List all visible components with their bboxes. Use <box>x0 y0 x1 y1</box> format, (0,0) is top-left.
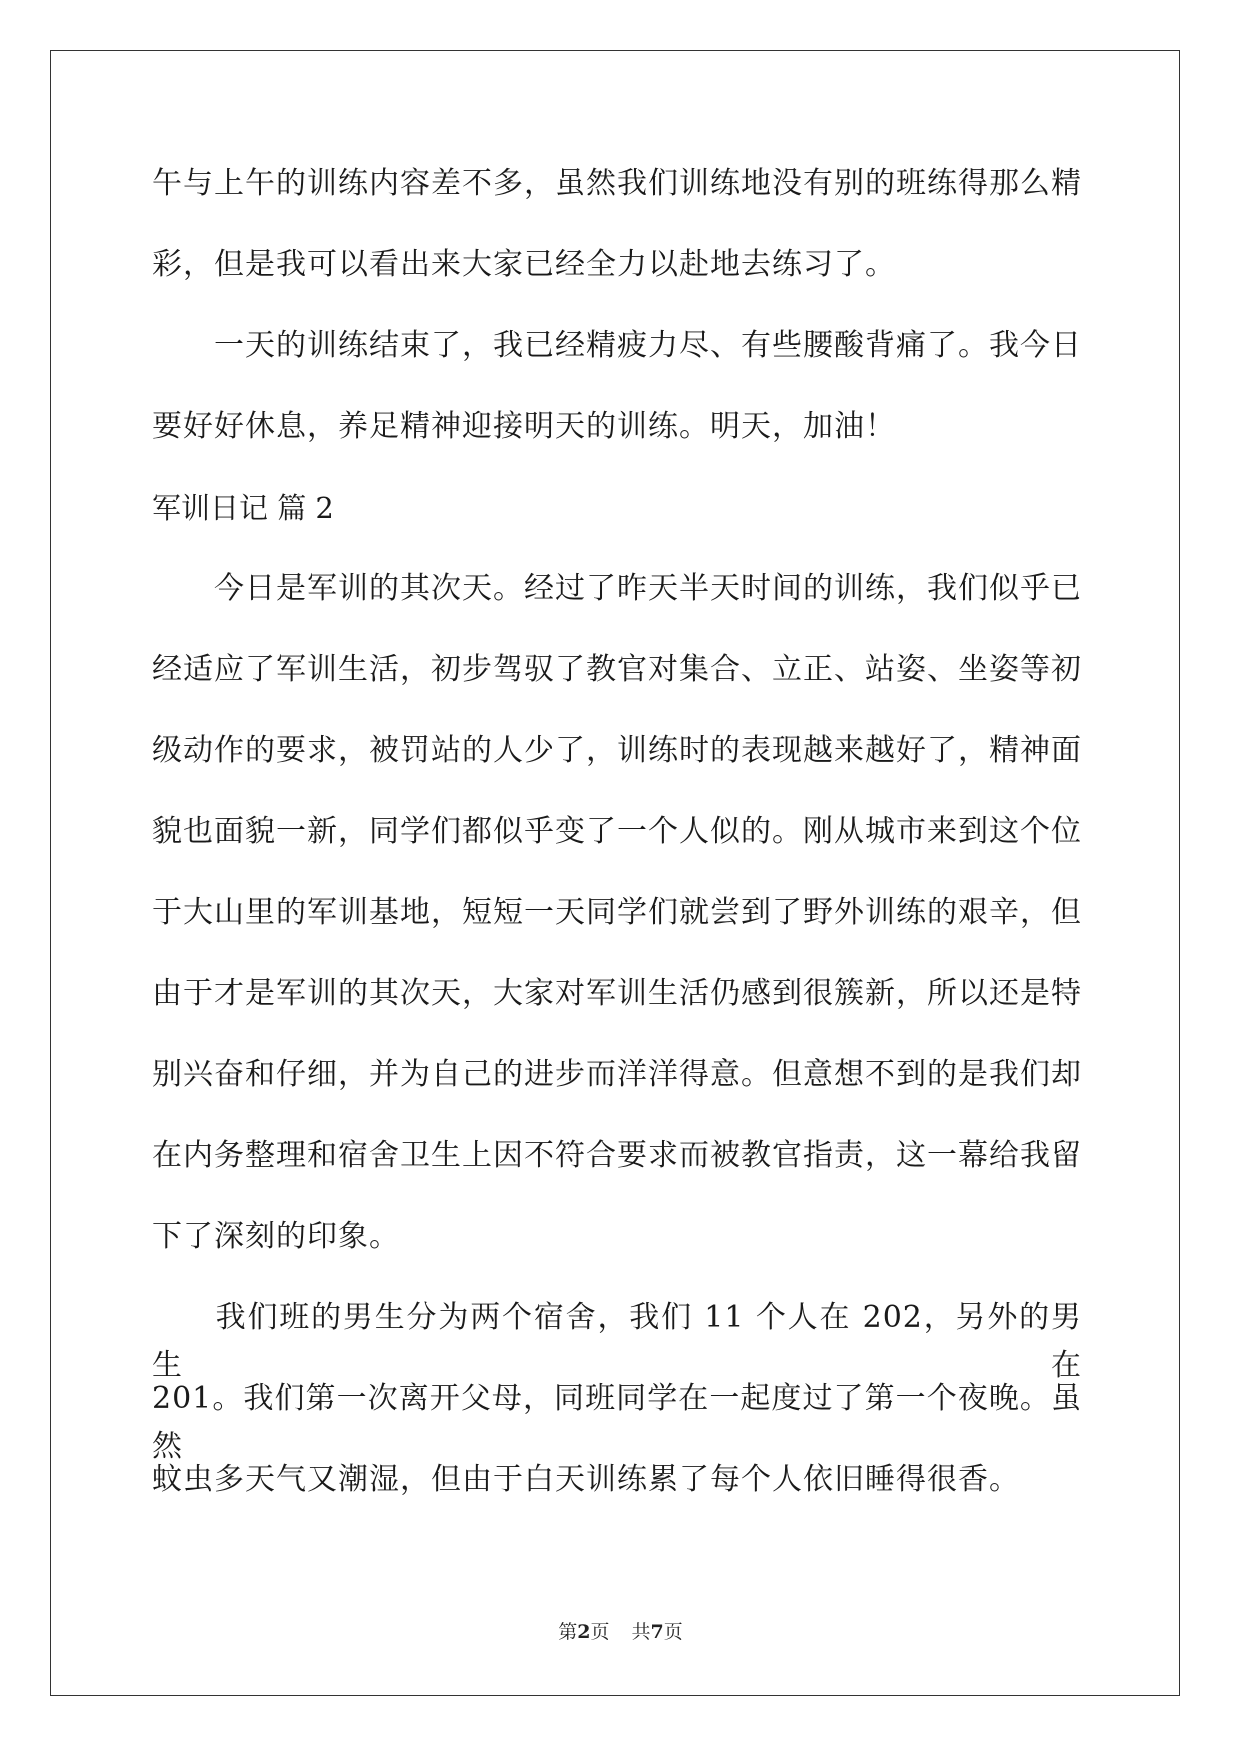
body-line: 在内务整理和宿舍卫生上因不符合要求而被教官指责，这一幕给我留 <box>152 1138 1082 1173</box>
page-number-label <box>558 1621 609 1643</box>
body-line: 经适应了军训生活，初步驾驭了教官对集合、立正、站姿、坐姿等初 <box>152 652 1082 687</box>
body-line: 要好好休息，养足精神迎接明天的训练。明天，加油！ <box>152 409 896 444</box>
page-total: 7 <box>650 1621 664 1643</box>
total-unit: 页 <box>663 1621 683 1643</box>
body-line: 蚊虫多天气又潮湿，但由于白天训练累了每个人依旧睡得很香。 <box>152 1462 1020 1497</box>
body-line: 一天的训练结束了，我已经精疲力尽、有些腰酸背痛了。我今日 <box>152 328 1082 363</box>
page-footer <box>0 1617 1241 1644</box>
body-line: 201。我们第一次离开父母，同班同学在一起度过了第一个夜晚。虽然 <box>152 1381 1082 1464</box>
page-prefix: 第 <box>558 1621 578 1643</box>
document-body <box>152 160 1082 1537</box>
body-line: 午与上午的训练内容差不多，虽然我们训练地没有别的班练得那么精 <box>152 166 1082 201</box>
body-line: 彩，但是我可以看出来大家已经全力以赴地去练习了。 <box>152 247 896 282</box>
body-line: 由于才是军训的其次天，大家对军训生活仍感到很簇新，所以还是特 <box>152 976 1082 1011</box>
body-line: 貌也面貌一新，同学们都似乎变了一个人似的。刚从城市来到这个位 <box>152 814 1082 849</box>
body-line: 于大山里的军训基地，短短一天同学们就尝到了野外训练的艰辛，但 <box>152 895 1082 930</box>
body-line: 级动作的要求，被罚站的人少了，训练时的表现越来越好了，精神面 <box>152 733 1082 768</box>
section-heading: 军训日记 篇 2 <box>152 491 334 525</box>
page-current: 2 <box>577 1621 591 1643</box>
body-line: 今日是军训的其次天。经过了昨天半天时间的训练，我们似乎已 <box>152 571 1082 606</box>
body-line: 别兴奋和仔细，并为自己的进步而洋洋得意。但意想不到的是我们却 <box>152 1057 1082 1092</box>
page-unit: 页 <box>590 1621 610 1643</box>
body-line: 下了深刻的印象。 <box>152 1219 400 1254</box>
total-prefix: 共 <box>631 1621 651 1643</box>
body-line: 我们班的男生分为两个宿舍，我们 11 个人在 202，另外的男生在 <box>152 1300 1082 1383</box>
page-total-label <box>632 1621 683 1643</box>
